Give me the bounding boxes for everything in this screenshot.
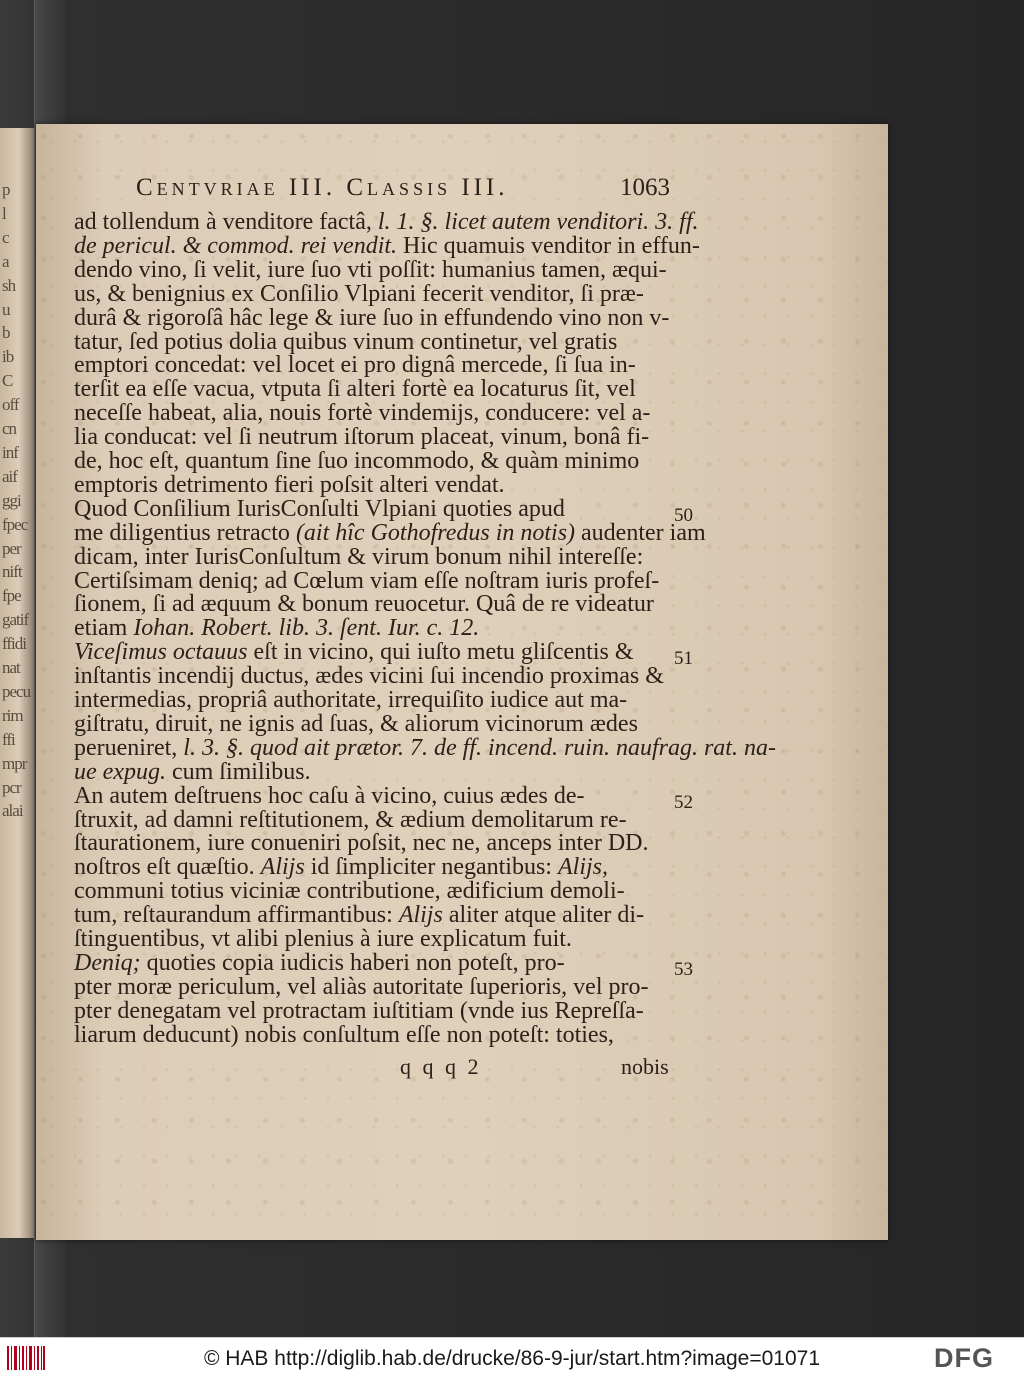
italic-span: Iohan. Robert. lib. 3. ſent. Iur. c. 12. [133,615,480,642]
text-span: perueniret, [74,734,184,761]
text-span: durâ & rigoroſâ hâc lege & iure ſuo in effundendo vino non v- [74,304,670,331]
left-page-fragment: off [2,395,19,415]
margin-number: 50 [674,504,693,526]
signature-mark: q q q 2 [400,1054,482,1079]
left-page-fragment: per [2,538,21,558]
text-span: neceſſe habeat, alia, nouis fortè vindemijs, conducere: vel a- [74,400,651,427]
text-span: lia conducat: vel ſi neutrum iſtorum placeat, vinum, bonâ fi- [74,424,650,451]
italic-span: l. 3. §. quod ait prætor. 7. de ff. incend. ruin. naufrag. rat. na- [183,734,776,761]
previous-page-edge [0,128,34,1238]
margin-number: 53 [674,958,693,980]
left-page-fragment: nift [2,562,22,582]
text-span: Hic quamuis venditor in effun- [397,232,700,259]
text-span: terſit ea eſſe vacua, vtputa ſi alteri fortè ea locaturus ſit, vel [74,376,636,403]
text-span: ad tollendum à venditore factâ, [74,209,378,235]
text-span: quoties copia iudicis haberi non poteſt, pro- [140,949,565,976]
text-span: me diligentius retracto [74,519,296,546]
italic-span: de pericul. & commod. rei vendit. [74,232,398,259]
left-page-fragment: pecu [2,681,31,701]
left-page-fragment: alai [2,801,23,821]
left-page-fragment: p [2,180,10,199]
text-span: de, hoc eſt, quantum ſine ſuo incommodo, & quàm minimo [74,448,640,474]
text-span: id ſimpliciter negantibus: [304,854,558,881]
left-page-fragment: l [2,203,6,223]
text-span: emptoris detrimento fieri poſsit alteri vendat. [74,471,505,498]
left-page-fragment: nat [2,658,20,677]
text-span: ſtinguentibus, vt alibi plenius à iure explicatum fuit. [74,926,572,952]
text-span: etiam [74,615,134,642]
left-page-fragment: aif [2,466,17,486]
book-page [36,124,888,1240]
left-page-fragment: u [2,299,10,319]
italic-span: Deniq; [74,949,141,976]
text-span: dicam, inter IurisConſultum & virum bonum nihil intereſſe: [74,543,644,570]
left-page-fragment: inf [2,442,18,462]
text-span: ſtaurationem, iure conueniri poſsit, nec ne, anceps inter DD. [74,830,649,857]
italic-span: ue expug. [74,758,166,785]
text-span: eſt in vicino, qui iuſto metu gliſcentis & [247,639,634,666]
italic-span: Alijs [260,854,305,881]
margin-number: 51 [674,648,693,670]
text-span: us, & benignius ex Conſilio Vlpiani fecerit venditor, ſi præ- [74,280,644,307]
left-page-fragment: sh [2,275,16,295]
italic-span: Alijs [398,902,443,929]
running-head: Centvriae III. Classis III. [136,174,509,201]
text-span: cum ſimilibus. [165,758,311,785]
text-span: giſtratu, diruit, ne ignis ad ſuas, & aliorum vicinorum ædes [74,710,638,737]
text-span: audenter iam [575,519,706,546]
text-span: inſtantis incendij ductus, ædes vicini ſui incendio proximas & [74,663,664,690]
left-page-fragment: ggi [2,490,21,510]
text-span: pter moræ periculum, vel aliàs autoritate ſuperioris, vel pro- [74,973,649,1000]
text-span: Quod Conſilium IurisConſulti Vlpiani quoties apud [74,495,565,522]
text-span: aliter atque aliter di- [442,902,645,929]
left-page-fragment: fpe [2,586,21,606]
catchword: nobis [621,1054,669,1079]
text-span: emptori concedat: vel locet ei pro dignâ mercede, ſi ſua in- [74,352,636,379]
left-page-fragment: c [2,227,9,247]
footer-bar [0,1337,1024,1378]
text-span: ſtruxit, ad damni reſtitutionem, & ædium demolitarum re- [74,806,627,833]
page-number: 1063 [620,174,670,201]
left-page-fragment: fpec [2,514,28,534]
text-span: ſionem, ſi ad æquum & bonum reuocetur. Quâ de re videatur [74,591,654,618]
left-page-fragment: mpr [2,753,27,773]
left-page-fragment: gatif [2,610,29,630]
dfg-logo: DFG [934,1343,994,1373]
copyright-url[interactable]: © HAB http://diglib.hab.de/drucke/86-9-jur/start.htm?image=01071 [203,1347,821,1370]
text-span: dendo vino, ſi velit, iure ſuo vti poſſit: humanius tamen, æqui- [74,256,667,283]
text-span: tum, reſtaurandum affirmantibus: [74,902,399,929]
text-span: noſtros eſt quæſtio. [74,854,261,881]
left-page-fragment: C [2,371,13,391]
left-page-fragment: ffi [2,729,15,749]
margin-number: 52 [674,791,693,813]
italic-span: Alijs, [557,854,608,881]
text-span: Certiſsimam deniq; ad Cœlum viam eſſe noſtram iuris profeſ- [74,567,660,594]
left-page-fragment: b [2,323,10,343]
left-page-fragment: rim [2,705,23,725]
italic-span: (ait hîc Gothofredus in notis) [295,519,576,546]
text-span: tatur, ſed potius dolia quibus vinum continetur, vel gratis [74,328,618,355]
italic-span: l. 1. §. licet autem venditori. 3. ff. [377,209,699,235]
text-span: liarum deducunt) nobis conſultum eſſe non poteſt: toties, [74,1021,614,1048]
text-span: intermedias, propriâ authoritate, irrequiſito iudice aut ma- [74,687,628,713]
text-span: communi totius viciniæ contributione, ædificium demoli- [74,878,625,905]
left-page-fragment: pcr [2,777,21,797]
left-page-fragment: cn [2,419,17,438]
left-page-fragment: ffidi [2,634,26,654]
text-span: pter denegatam vel protractam iuſtitiam (vnde ius Repreſſa- [74,997,644,1024]
left-page-fragment: a [2,251,9,271]
left-page-fragment: ib [2,347,14,367]
text-line [74,1021,614,1049]
italic-span: Viceſimus octauus [74,639,248,666]
text-span: An autem deſtruens hoc caſu à vicino, cuius ædes de- [74,782,585,809]
